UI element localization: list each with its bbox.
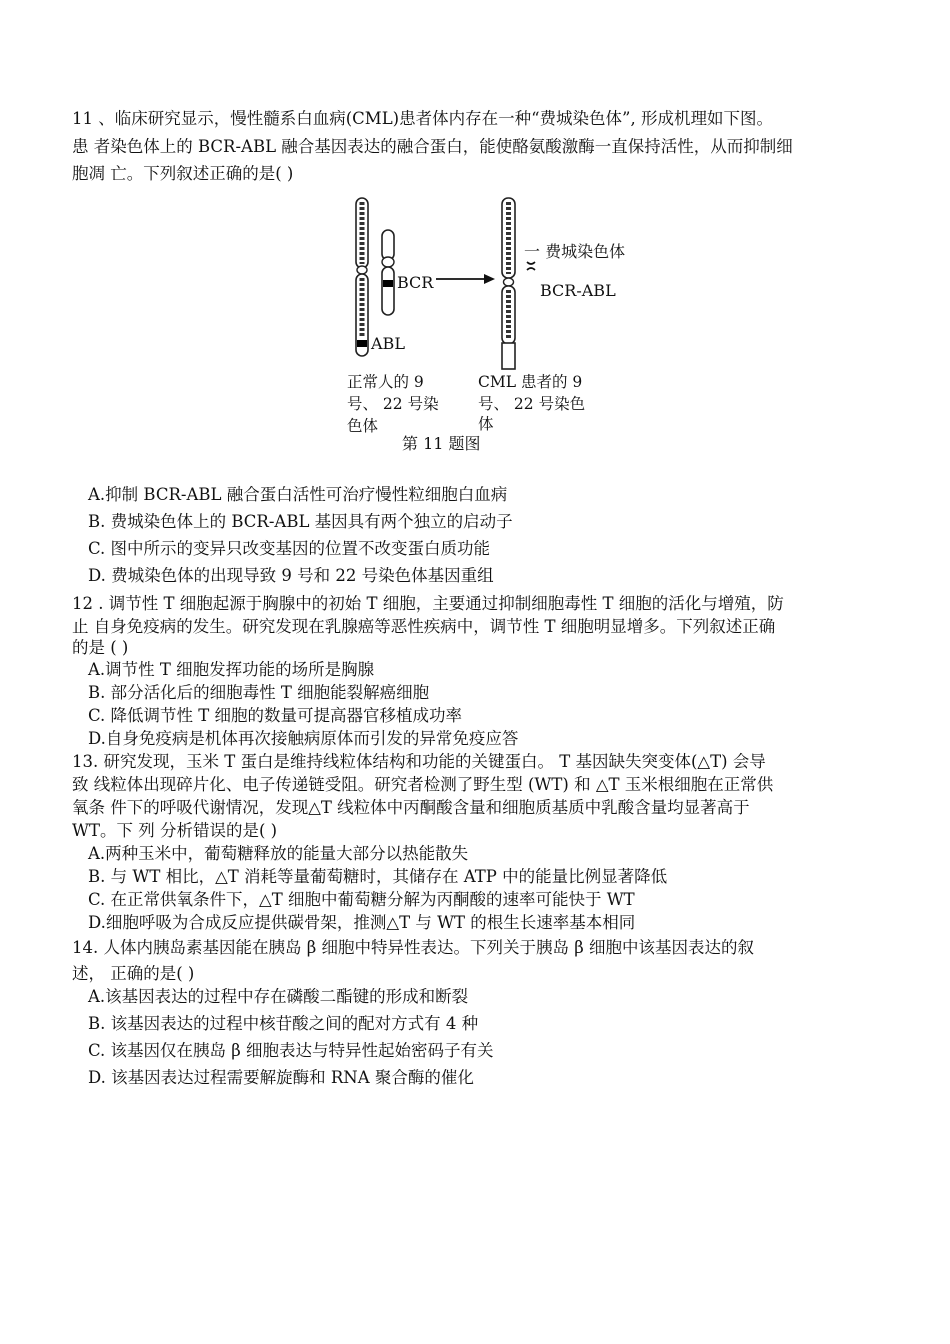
q13-option-d: D.细胞呼吸为合成反应提供碳骨架，推测△T 与 WT 的根生长速率基本相同 — [88, 913, 636, 932]
q12-stem-line-2: 止 自身免疫病的发生。研究发现在乳腺癌等恶性疾病中，调节性 T 细胞明显增多。下列叙述正确 — [72, 617, 776, 636]
q14-stem-line-1: 14. 人体内胰岛素基因能在胰岛 β 细胞中特异性表达。下列关于胰岛 β 细胞中该基因表达的叙 — [72, 938, 755, 957]
q11-option-d: D. 费城染色体的出现导致 9 号和 22 号染色体基因重组 — [88, 566, 494, 585]
normal-caption-3-clip — [347, 416, 407, 435]
q11-option-c: C. 图中所示的变异只改变基因的位置不改变蛋白质功能 — [88, 539, 491, 558]
bcr-band — [383, 280, 393, 287]
q14-option-b: B. 该基因表达的过程中核苷酸之间的配对方式有 4 种 — [88, 1014, 479, 1033]
normal-chromosome-9 — [356, 198, 368, 356]
q13-option-a: A.两种玉米中，葡萄糖释放的能量大部分以热能散失 — [88, 844, 469, 863]
q11-stem-line-1: 11 、临床研究显示，慢性髓系白血病(CML)患者体内存在一种“费城染色体”, 形成机理如下图。 — [72, 109, 773, 128]
q13-stem-line-3: 氧条 件下的呼吸代谢情况，发现△T 线粒体中丙酮酸含量和细胞质基质中乳酸含量均显著高于 — [72, 798, 750, 817]
q12-stem-line-1: 12 . 调节性 T 细胞起源于胸腺中的初始 T 细胞，主要通过抑制细胞毒性 T 细胞的活化与增殖，防 — [72, 594, 784, 613]
q13-option-c: C. 在正常供氧条件下，△T 细胞中葡萄糖分解为丙酮酸的速率可能快于 WT — [88, 890, 635, 909]
q14-option-a: A.该基因表达的过程中存在磷酸二酯键的形成和断裂 — [88, 987, 469, 1006]
q12-stem-line-3: 的是 ( ) — [72, 638, 129, 657]
q12-option-a: A.调节性 T 细胞发挥功能的场所是胸腺 — [88, 660, 375, 679]
q13-stem-line-2: 致 线粒体出现碎片化、电子传递链受阻。研究者检测了野生型 (WT) 和 △T 玉米根细胞在正常供 — [72, 775, 774, 794]
q11-option-a: A.抑制 BCR-ABL 融合蛋白活性可治疗慢性粒细胞白血病 — [88, 485, 508, 504]
chromosome-figure — [0, 0, 950, 460]
figure-caption: 第 11 题图 — [402, 434, 481, 453]
q13-stem-line-1: 13. 研究发现，玉米 T 蛋白是维持线粒体结构和功能的关键蛋白。 T 基因缺失突变体(△T) 会导 — [72, 752, 766, 771]
q14-option-d: D. 该基因表达过程需要解旋酶和 RNA 聚合酶的催化 — [88, 1068, 474, 1087]
cml-caption-1: CML 患者的 9 — [478, 373, 583, 391]
normal-caption-3: 色体 — [347, 417, 379, 435]
q14-option-c: C. 该基因仅在胰岛 β 细胞表达与特异性起始密码子有关 — [88, 1041, 494, 1060]
philadelphia-label: 一 费城染色体 — [524, 242, 626, 261]
q13-option-b: B. 与 WT 相比，△T 消耗等量葡萄糖时，其储存在 ATP 中的能量比例显著降低 — [88, 867, 668, 886]
normal-caption-1: 正常人的 9 — [347, 373, 424, 391]
abl-label: ABL — [371, 334, 405, 353]
q13-stem-line-4: WT。下 列 分析错误的是( ) — [72, 821, 278, 840]
abl-band — [357, 340, 367, 347]
bcr-label: BCR — [397, 273, 434, 292]
q12-option-c: C. 降低调节性 T 细胞的数量可提高器官移植成功率 — [88, 706, 463, 725]
q11-stem-line-3: 胞凋 亡。下列叙述正确的是( ) — [72, 164, 294, 183]
q12-option-b: B. 部分活化后的细胞毒性 T 细胞能裂解癌细胞 — [88, 683, 430, 702]
q12-option-d: D.自身免疫病是机体再次接触病原体而引发的异常免疫应答 — [88, 729, 519, 748]
bracket-marker — [527, 262, 535, 270]
cml-caption-3: 体 — [478, 415, 494, 433]
normal-chromosome-22 — [382, 230, 394, 315]
q14-stem-line-2: 述， 正确的是( ) — [72, 964, 195, 983]
q11-stem-line-2: 患 者染色体上的 BCR-ABL 融合基因表达的融合蛋白，能使酪氨酸激酶一直保持活性，从而抑制细 — [72, 137, 793, 156]
arrow-icon — [436, 274, 495, 284]
bcr-abl-label: BCR-ABL — [540, 281, 616, 300]
q11-option-b: B. 费城染色体上的 BCR-ABL 基因具有两个独立的启动子 — [88, 512, 513, 531]
cml-caption-2: 号、 22 号染色 — [478, 395, 586, 413]
normal-caption-2: 号、 22 号染 — [347, 395, 439, 413]
cml-chromosome-9 — [502, 198, 515, 369]
